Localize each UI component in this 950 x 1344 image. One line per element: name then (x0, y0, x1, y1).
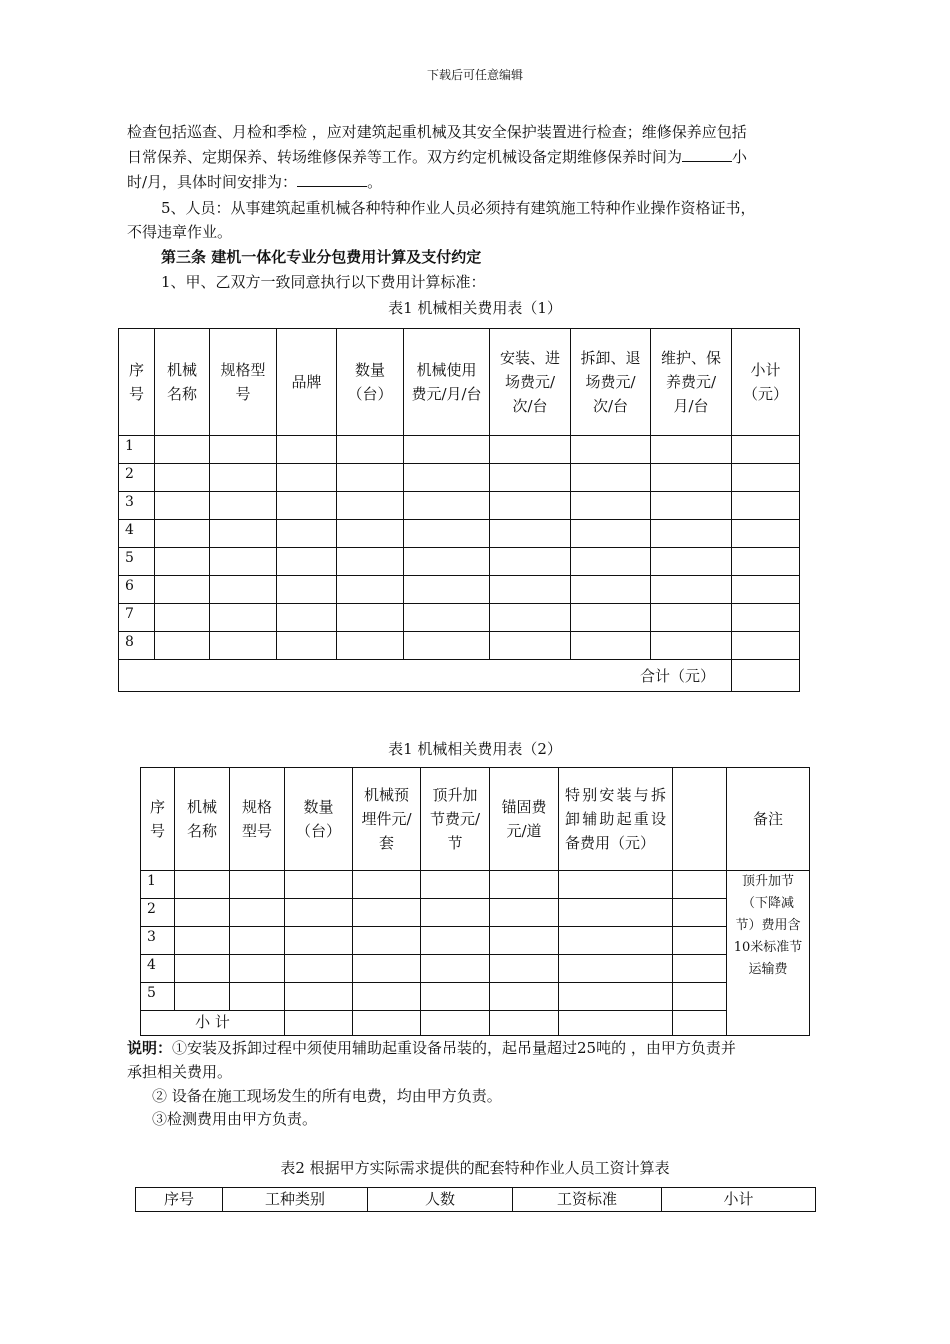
para2-line2: 不得违章作业。 (127, 223, 233, 241)
article3-heading: 第三条 建机一体化专业分包费用计算及支付约定 (161, 248, 482, 266)
row-index: 4 (141, 955, 175, 983)
table-row (119, 576, 800, 604)
table-row (141, 955, 810, 983)
t1-col-subtotal: 小计（元） (732, 329, 800, 436)
t3-col-trade: 工种类别 (223, 1188, 368, 1212)
hours-blank (682, 145, 732, 162)
t1-col-maint-fee: 维护、保养费元/月/台 (651, 329, 732, 436)
subtotal-label: 小 计 (141, 1011, 285, 1036)
t1-col-qty: 数量（台） (337, 329, 404, 436)
note-1-line1 (127, 1036, 736, 1060)
table1-caption: 表1 机械相关费用表（1） (388, 299, 562, 317)
table2-subtotal-row (141, 1011, 810, 1036)
row-index: 7 (119, 604, 155, 632)
t1-col-name: 机械名称 (155, 329, 210, 436)
table3-caption: 表2 根据甲方实际需求提供的配套特种作业人员工资计算表 (280, 1159, 670, 1177)
t1-col-index: 序号 (119, 329, 155, 436)
t3-col-subtotal: 小计 (662, 1188, 816, 1212)
row-index: 5 (141, 983, 175, 1011)
para1-line3-end: 。 (367, 173, 383, 191)
table1-header-row (119, 329, 800, 436)
t1-col-removal-fee: 拆卸、退场费元/次/台 (571, 329, 651, 436)
table-row (119, 604, 800, 632)
row-index: 8 (119, 632, 155, 660)
t2-col-aux-crane-fee: 特别安装与拆卸辅助起重设备费用（元） (559, 768, 673, 871)
note-2: ② 设备在施工现场发生的所有电费，均由甲方负责。 (152, 1087, 502, 1105)
table-row (119, 464, 800, 492)
table-row (119, 436, 800, 464)
para1-line2 (127, 145, 747, 169)
t2-col-blank (673, 768, 727, 871)
para1-line2-unit: 小 (732, 148, 748, 166)
t2-col-remark: 备注 (727, 768, 810, 871)
schedule-blank (297, 170, 367, 187)
note-1-line2: 承担相关费用。 (127, 1063, 233, 1081)
t2-col-jacking-fee: 顶升加节费元/节 (421, 768, 490, 871)
para1-line3-text: 时/月，具体时间安排为： (127, 173, 298, 191)
t2-col-qty: 数量（台） (285, 768, 353, 871)
row-index: 3 (119, 492, 155, 520)
table-row (141, 899, 810, 927)
page-header: 下载后可任意编辑 (426, 68, 523, 82)
t2-col-model: 规格型号 (230, 768, 285, 871)
t2-col-name: 机械名称 (175, 768, 230, 871)
row-index: 4 (119, 520, 155, 548)
table-row (141, 871, 810, 899)
t2-col-index: 序号 (141, 768, 175, 871)
item1: 1、甲、乙双方一致同意执行以下费用计算标准： (161, 273, 486, 291)
t1-col-install-fee: 安装、进场费元/次/台 (490, 329, 571, 436)
machine-cost-table-2 (140, 767, 810, 1036)
t2-col-embedded: 机械预埋件元/套 (353, 768, 421, 871)
table2-caption: 表1 机械相关费用表（2） (388, 740, 562, 758)
table-row (119, 632, 800, 660)
row-index: 1 (141, 871, 175, 899)
t1-col-brand: 品牌 (277, 329, 337, 436)
row-index: 2 (119, 464, 155, 492)
table-row (141, 983, 810, 1011)
table3-header-row (136, 1188, 816, 1212)
table-row (141, 927, 810, 955)
row-index: 3 (141, 927, 175, 955)
table1-total-row (119, 660, 800, 692)
row-index: 2 (141, 899, 175, 927)
t3-col-index: 序号 (136, 1188, 223, 1212)
t3-col-wage-standard: 工资标准 (513, 1188, 662, 1212)
t1-col-model: 规格型号 (210, 329, 277, 436)
total-label: 合计（元） (119, 660, 732, 692)
table-row (119, 492, 800, 520)
row-index: 5 (119, 548, 155, 576)
para1-line1: 检查包括巡查、月检和季检 ，应对建筑起重机械及其安全保护装置进行检查；维修保养应包括 (127, 123, 747, 141)
para1-line3 (127, 170, 382, 194)
table-row (119, 520, 800, 548)
table-row (119, 548, 800, 576)
t2-col-anchor-fee: 锚固费元/道 (490, 768, 559, 871)
para2-line1: 5、人员：从事建筑起重机械各种特种作业人员必须持有建筑施工特种作业操作资格证书， (161, 199, 756, 217)
table2-header-row (141, 768, 810, 871)
machine-cost-table-1 (118, 328, 800, 692)
note-3: ③检测费用由甲方负责。 (152, 1110, 318, 1128)
note-1-text: ①安装及拆卸过程中须使用辅助起重设备吊装的，起吊量超过25吨的 ，由甲方负责并 (172, 1039, 736, 1057)
remark-cell: 顶升加节（下降减节）费用含10米标准节运输费 (727, 871, 810, 1036)
para1-line2-text: 日常保养、定期保养、转场维修保养等工作。双方约定机械设备定期维修保养时间为 (127, 148, 683, 166)
wage-table (135, 1187, 816, 1212)
row-index: 6 (119, 576, 155, 604)
t3-col-headcount: 人数 (368, 1188, 513, 1212)
t1-col-usage-fee: 机械使用费元/月/台 (404, 329, 490, 436)
row-index: 1 (119, 436, 155, 464)
note-label: 说明： (127, 1039, 173, 1057)
